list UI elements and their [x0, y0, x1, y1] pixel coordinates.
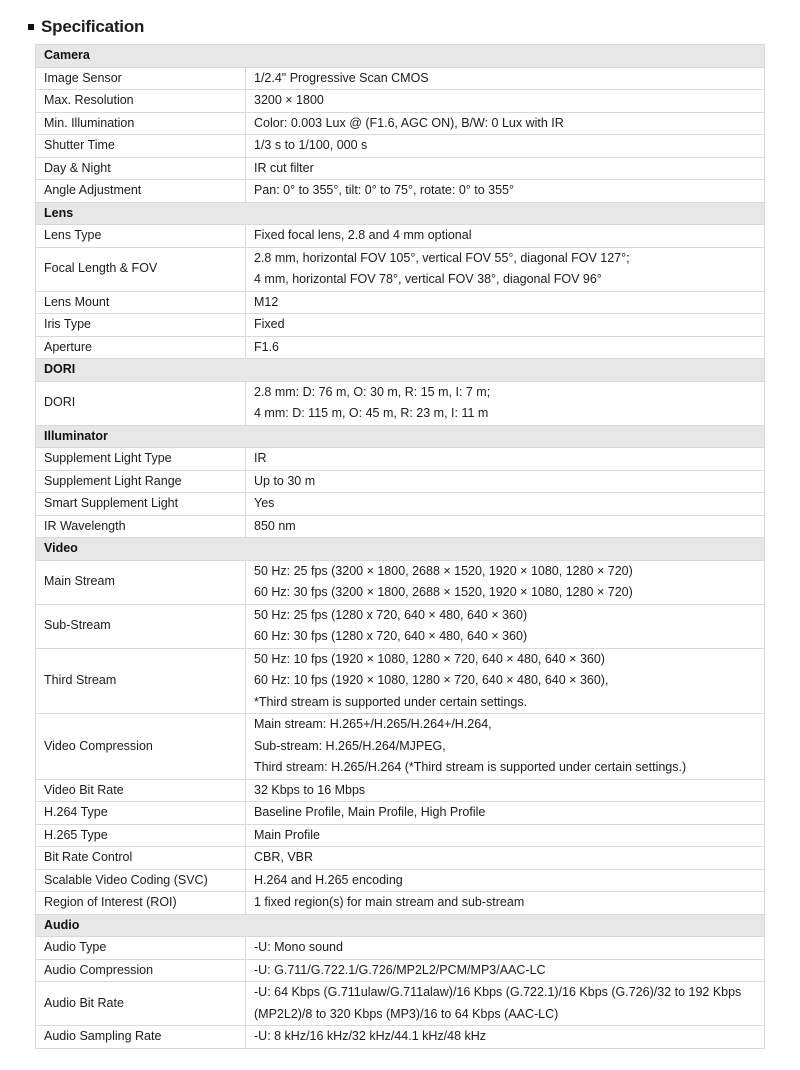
spec-label: Audio Type	[36, 937, 246, 960]
spec-label: Audio Compression	[36, 959, 246, 982]
table-row	[36, 90, 765, 113]
spec-label: Audio Sampling Rate	[36, 1026, 246, 1049]
spec-label: H.265 Type	[36, 824, 246, 847]
spec-value	[246, 892, 765, 915]
spec-label: Lens Type	[36, 225, 246, 248]
page-title	[28, 15, 800, 39]
spec-value	[246, 247, 765, 291]
spec-value-line: 4 mm: D: 115 m, O: 45 m, R: 23 m, I: 11 m	[254, 406, 489, 420]
spec-value-line: H.264 and H.265 encoding	[254, 872, 403, 887]
table-row	[36, 824, 765, 847]
section-header-row	[36, 425, 765, 448]
spec-label: DORI	[36, 381, 246, 425]
spec-value-line: 50 Hz: 10 fps (1920 × 1080, 1280 × 720, 640 × 480, 640 × 360)	[254, 651, 605, 666]
spec-value-line: 850 nm	[254, 518, 296, 533]
spec-label: Scalable Video Coding (SVC)	[36, 869, 246, 892]
table-row	[36, 959, 765, 982]
spec-value	[246, 381, 765, 425]
spec-label: Min. Illumination	[36, 112, 246, 135]
spec-value	[246, 982, 765, 1026]
spec-label: H.264 Type	[36, 802, 246, 825]
spec-label: Audio Bit Rate	[36, 982, 246, 1026]
spec-value-line: 1 fixed region(s) for main stream and sub-stream	[254, 895, 525, 909]
spec-value	[246, 135, 765, 158]
table-row	[36, 1026, 765, 1049]
spec-label: Supplement Light Type	[36, 448, 246, 471]
spec-value-line: 3200 × 1800	[254, 93, 324, 107]
spec-label: Lens Mount	[36, 291, 246, 314]
spec-value-line: Fixed	[254, 317, 285, 331]
table-row	[36, 67, 765, 90]
spec-label: Main Stream	[36, 560, 246, 604]
spec-label: Supplement Light Range	[36, 470, 246, 493]
spec-value	[246, 515, 765, 538]
spec-label: Third Stream	[36, 648, 246, 714]
spec-value-line: 60 Hz: 30 fps (3200 × 1800, 2688 × 1520, 1920 × 1080, 1280 × 720)	[254, 585, 633, 599]
table-row	[36, 802, 765, 825]
table-row	[36, 157, 765, 180]
table-row	[36, 982, 765, 1026]
spec-value-line: Main Profile	[254, 827, 320, 842]
spec-value	[246, 560, 765, 604]
spec-value	[246, 67, 765, 90]
page-title-text: Specification	[41, 17, 145, 36]
spec-value-line: 60 Hz: 10 fps (1920 × 1080, 1280 × 720, 640 × 480, 640 × 360),	[254, 673, 609, 687]
table-row	[36, 135, 765, 158]
spec-value	[246, 802, 765, 825]
table-row	[36, 493, 765, 516]
spec-label: Video Bit Rate	[36, 779, 246, 802]
table-row	[36, 937, 765, 960]
spec-value	[246, 959, 765, 982]
specification-table	[35, 44, 765, 1049]
table-row	[36, 247, 765, 291]
spec-value-line: Up to 30 m	[254, 473, 316, 488]
spec-label: Max. Resolution	[36, 90, 246, 113]
table-row	[36, 336, 765, 359]
spec-value-line: CBR, VBR	[254, 850, 314, 864]
table-row	[36, 648, 765, 714]
spec-value-line: 50 Hz: 25 fps (1280 x 720, 640 × 480, 640 × 360)	[254, 607, 528, 622]
bullet-square-icon	[28, 24, 34, 30]
spec-value-line: IR cut filter	[254, 160, 314, 175]
spec-value	[246, 847, 765, 870]
spec-label: Focal Length & FOV	[36, 247, 246, 291]
spec-value	[246, 824, 765, 847]
spec-label: IR Wavelength	[36, 515, 246, 538]
spec-value	[246, 180, 765, 203]
spec-value-line: -U: 64 Kbps (G.711ulaw/G.711alaw)/16 Kbps (G.722.1)/16 Kbps (G.726)/32 to 192 Kbps	[254, 985, 742, 999]
spec-label: Smart Supplement Light	[36, 493, 246, 516]
section-header-label: Video	[36, 538, 765, 561]
section-header-row	[36, 45, 765, 68]
spec-value-line: *Third stream is supported under certain settings.	[254, 694, 528, 709]
spec-label: Aperture	[36, 336, 246, 359]
spec-label: Bit Rate Control	[36, 847, 246, 870]
spec-value	[246, 493, 765, 516]
table-row	[36, 604, 765, 648]
spec-value-line: -U: Mono sound	[254, 940, 343, 954]
section-header-row	[36, 359, 765, 382]
spec-value	[246, 314, 765, 337]
specification-table-body	[36, 45, 765, 1049]
spec-value-line: 60 Hz: 30 fps (1280 x 720, 640 × 480, 640 × 360)	[254, 629, 528, 643]
spec-value	[246, 937, 765, 960]
spec-label: Region of Interest (ROI)	[36, 892, 246, 915]
spec-value-line: M12	[254, 294, 279, 309]
table-row	[36, 515, 765, 538]
spec-value	[246, 90, 765, 113]
section-header-label: DORI	[36, 359, 765, 382]
spec-value	[246, 869, 765, 892]
table-row	[36, 714, 765, 780]
spec-value-line: Sub-stream: H.265/H.264/MJPEG,	[254, 738, 446, 753]
spec-value	[246, 225, 765, 248]
spec-value-line: Main stream: H.265+/H.265/H.264+/H.264,	[254, 717, 492, 731]
section-header-label: Lens	[36, 202, 765, 225]
section-header-row	[36, 202, 765, 225]
spec-value-line: Fixed focal lens, 2.8 and 4 mm optional	[254, 228, 472, 242]
spec-value	[246, 1026, 765, 1049]
spec-label: Image Sensor	[36, 67, 246, 90]
spec-value-line: 1/3 s to 1/100, 000 s	[254, 138, 368, 152]
table-row	[36, 381, 765, 425]
spec-value-line: 50 Hz: 25 fps (3200 × 1800, 2688 × 1520, 1920 × 1080, 1280 × 720)	[254, 563, 633, 578]
spec-value-line: (MP2L2)/8 to 320 Kbps (MP3)/16 to 64 Kbps (AAC-LC)	[254, 1006, 559, 1021]
spec-value-line: Baseline Profile, Main Profile, High Profile	[254, 805, 486, 819]
table-row	[36, 291, 765, 314]
table-row	[36, 180, 765, 203]
spec-value	[246, 470, 765, 493]
spec-value	[246, 448, 765, 471]
spec-value-line: 2.8 mm, horizontal FOV 105°, vertical FOV 55°, diagonal FOV 127°;	[254, 250, 630, 265]
table-row	[36, 470, 765, 493]
spec-value	[246, 112, 765, 135]
spec-value-line: 1/2.4" Progressive Scan CMOS	[254, 70, 429, 85]
spec-value	[246, 291, 765, 314]
section-header-row	[36, 914, 765, 937]
spec-value	[246, 779, 765, 802]
table-row	[36, 314, 765, 337]
spec-value-line: F1.6	[254, 339, 280, 354]
table-row	[36, 847, 765, 870]
spec-value-line: Pan: 0° to 355°, tilt: 0° to 75°, rotate: 0° to 355°	[254, 183, 515, 197]
spec-label: Video Compression	[36, 714, 246, 780]
table-row	[36, 869, 765, 892]
spec-value	[246, 157, 765, 180]
table-row	[36, 779, 765, 802]
table-row	[36, 225, 765, 248]
spec-value	[246, 336, 765, 359]
section-header-label: Audio	[36, 914, 765, 937]
table-row	[36, 112, 765, 135]
table-row	[36, 892, 765, 915]
spec-value-line: Color: 0.003 Lux @ (F1.6, AGC ON), B/W: 0 Lux with IR	[254, 115, 564, 130]
spec-label: Iris Type	[36, 314, 246, 337]
spec-label: Day & Night	[36, 157, 246, 180]
table-row	[36, 560, 765, 604]
spec-value	[246, 648, 765, 714]
spec-value-line: 2.8 mm: D: 76 m, O: 30 m, R: 15 m, I: 7 m;	[254, 384, 491, 399]
spec-value-line: -U: 8 kHz/16 kHz/32 kHz/44.1 kHz/48 kHz	[254, 1029, 487, 1043]
spec-value-line: 32 Kbps to 16 Mbps	[254, 782, 366, 797]
spec-value-line: IR	[254, 451, 267, 465]
section-header-label: Illuminator	[36, 425, 765, 448]
spec-value	[246, 714, 765, 780]
spec-value-line: Yes	[254, 496, 275, 510]
section-header-row	[36, 538, 765, 561]
spec-value	[246, 604, 765, 648]
section-header-label: Camera	[36, 45, 765, 68]
spec-label: Angle Adjustment	[36, 180, 246, 203]
table-row	[36, 448, 765, 471]
spec-label: Shutter Time	[36, 135, 246, 158]
spec-value-line: 4 mm, horizontal FOV 78°, vertical FOV 38°, diagonal FOV 96°	[254, 272, 602, 286]
spec-value-line: Third stream: H.265/H.264 (*Third stream is supported under certain settings.)	[254, 760, 687, 774]
spec-value-line: -U: G.711/G.722.1/G.726/MP2L2/PCM/MP3/AAC-LC	[254, 962, 546, 977]
spec-label: Sub-Stream	[36, 604, 246, 648]
